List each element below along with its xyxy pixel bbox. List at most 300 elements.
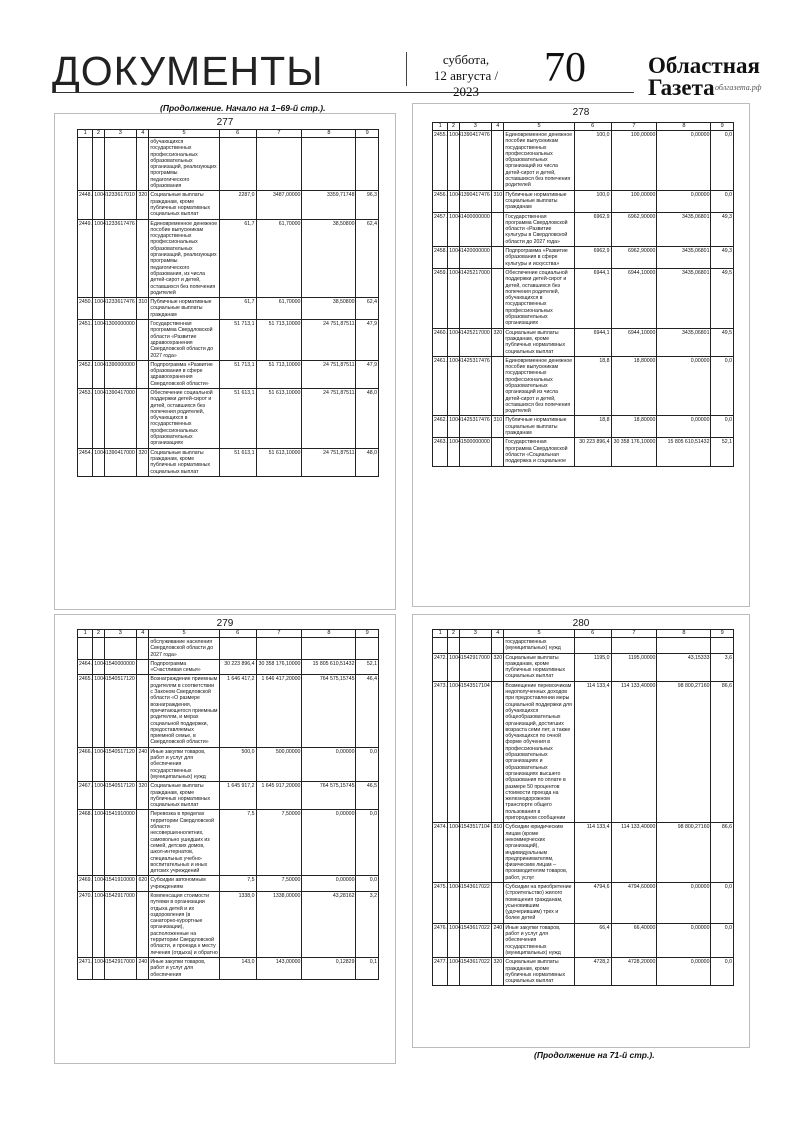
table-cell — [492, 247, 504, 269]
issue-day: суббота, — [442, 52, 490, 67]
table-cell: 1541910000 — [104, 876, 137, 892]
column-header: 3 — [104, 130, 137, 138]
column-header: 4 — [137, 630, 149, 638]
table-cell: Социальные выплаты гражданам, кроме публичных нормативных социальных выплат — [504, 653, 574, 681]
table-cell: 6944,10000 — [611, 328, 657, 356]
table-cell: 1233617476 — [104, 219, 137, 298]
column-header: 3 — [104, 630, 137, 638]
table-cell: 1543517104 — [459, 823, 492, 883]
table-cell: 240 — [137, 957, 149, 979]
document-panel-279 — [54, 614, 396, 1064]
table-row — [78, 957, 379, 979]
table-cell: 47,9 — [356, 320, 379, 361]
table-cell: 6944,10000 — [611, 268, 657, 328]
table-cell: 3,6 — [711, 653, 734, 681]
table-cell: 3435,06801 — [657, 268, 711, 328]
table-cell: 1500000000 — [459, 438, 492, 466]
table-cell: 4794,6 — [574, 882, 611, 923]
table-cell — [104, 638, 137, 660]
table-row — [78, 747, 379, 781]
table-row — [433, 653, 734, 681]
column-header: 8 — [657, 123, 711, 131]
table-cell: 1004 — [93, 659, 104, 675]
table-cell: 1004 — [448, 190, 459, 212]
table-cell: 24 751,87511 — [302, 448, 356, 476]
column-header: 5 — [149, 130, 219, 138]
table-cell — [657, 638, 711, 654]
table-row — [78, 810, 379, 876]
table-cell: 1542917000 — [104, 891, 137, 957]
table-cell: 86,6 — [711, 823, 734, 883]
table-cell: 24 751,87511 — [302, 360, 356, 388]
section-title: ДОКУМЕНТЫ — [52, 48, 324, 94]
table-cell — [302, 138, 356, 191]
table-header-row — [78, 630, 379, 638]
table-cell: 2462. — [433, 416, 448, 438]
table-cell: 1 646 417,2 — [219, 675, 256, 747]
table-row — [78, 219, 379, 298]
table-cell: Субсидии юридическим лицам (кроме некоммерческих организаций), индивидуальным предпринимателям, физическим лицам – производителям товаров, работ, услуг — [504, 823, 574, 883]
column-header: 1 — [433, 630, 448, 638]
table-cell: 114 133,4 — [574, 681, 611, 823]
table-cell: 1400000000 — [459, 212, 492, 246]
table-cell: 1543617022 — [459, 923, 492, 957]
table-cell: Социальные выплаты гражданам, кроме публичных нормативных социальных выплат — [149, 191, 219, 219]
table-cell: 1004 — [93, 891, 104, 957]
column-header: 7 — [611, 630, 657, 638]
table-cell: 1004 — [448, 923, 459, 957]
table-cell: 2474. — [433, 823, 448, 883]
table-cell: 0,0 — [711, 923, 734, 957]
table-cell: 18,8 — [574, 416, 611, 438]
issue-date — [420, 52, 512, 100]
table-cell: Обеспечение социальной поддержки детей-сирот и детей, оставшихся без попечения родителей, обучающихся в государственных профессиональных образовательных организациях — [504, 268, 574, 328]
table-row — [78, 675, 379, 747]
table-cell: 1004 — [448, 681, 459, 823]
table-row — [433, 247, 734, 269]
table-cell: 51 613,1 — [219, 448, 256, 476]
table-cell: 3435,06801 — [657, 247, 711, 269]
table-cell: 1543517104 — [459, 681, 492, 823]
table-cell: Единовременное денежное пособие выпускникам государственных профессиональных образовательных организаций, реализующих программы педагогического образования, из числа детей-сирот и детей, оставшихся без попечения родителей — [149, 219, 219, 298]
table-cell: 7,5 — [219, 810, 256, 876]
table-cell: 3435,06801 — [657, 212, 711, 246]
document-panel-277 — [54, 113, 396, 610]
table-cell: 0,0 — [711, 131, 734, 191]
table-row — [433, 131, 734, 191]
table-cell — [219, 638, 256, 660]
table-cell: 310 — [492, 190, 504, 212]
table-cell: 2476. — [433, 923, 448, 957]
table-cell: 1543617022 — [459, 958, 492, 986]
table-cell: 51 713,1 — [219, 360, 256, 388]
table-cell: 1540517120 — [104, 747, 137, 781]
table-cell — [492, 356, 504, 416]
table-cell — [492, 212, 504, 246]
table-cell: 114 133,40000 — [611, 823, 657, 883]
column-header: 3 — [459, 123, 492, 131]
table-cell: 1004 — [93, 320, 104, 361]
table-cell: Публичные нормативные социальные выплаты гражданам — [504, 416, 574, 438]
table-cell: Социальные выплаты гражданам, кроме публичных нормативных социальных выплат — [149, 448, 219, 476]
table-cell: 810 — [492, 823, 504, 883]
table-cell: 2467. — [78, 782, 93, 810]
table-cell: 0,0 — [711, 356, 734, 416]
table-row — [433, 328, 734, 356]
table-cell: 1195,0 — [574, 653, 611, 681]
table-cell: 2454. — [78, 448, 93, 476]
table-cell: 0,00000 — [657, 923, 711, 957]
table-cell: 1004 — [448, 328, 459, 356]
table-cell: 2473. — [433, 681, 448, 823]
table-cell: 61,70000 — [256, 298, 302, 320]
table-cell: 2456. — [433, 190, 448, 212]
table-cell: 1 645 917,2 — [219, 782, 256, 810]
table-cell: 18,80000 — [611, 416, 657, 438]
table-cell — [219, 138, 256, 191]
table-cell: 1543617022 — [459, 882, 492, 923]
continuation-note-bottom: (Продолжение на 71-й стр.). — [534, 1050, 655, 1060]
table-cell: 0,00000 — [657, 190, 711, 212]
table-cell — [78, 638, 93, 660]
table-cell: 52,1 — [356, 659, 379, 675]
table-cell — [574, 638, 611, 654]
table-cell: 143,0 — [219, 957, 256, 979]
table-cell: 1233617476 — [104, 298, 137, 320]
table-cell: 49,5 — [711, 328, 734, 356]
table-row — [433, 190, 734, 212]
panel-page-number: 280 — [572, 618, 590, 629]
table-cell: 2465. — [78, 675, 93, 747]
table-row — [433, 356, 734, 416]
table-cell: 66,4 — [574, 923, 611, 957]
table-cell: Государственная программа Свердловской области «Социальная поддержка и социальное — [504, 438, 574, 466]
table-cell: Подпрограмма «Развитие образования в сфере культуры и искусства» — [504, 247, 574, 269]
table-cell: обучающихся государственных профессиональных образовательных организаций, реализующих программы педагогического образования — [149, 138, 219, 191]
table-row — [78, 782, 379, 810]
table-cell: 1004 — [93, 747, 104, 781]
table-cell: 1233617010 — [104, 191, 137, 219]
table-cell: 6962,9 — [574, 247, 611, 269]
table-cell: 1004 — [93, 219, 104, 298]
table-cell: 2468. — [78, 810, 93, 876]
table-cell: 2453. — [78, 388, 93, 448]
table-cell: 86,6 — [711, 681, 734, 823]
page-number: 70 — [544, 45, 586, 91]
column-header: 6 — [574, 630, 611, 638]
brand-line-2: Газета — [648, 75, 715, 100]
table-row — [433, 268, 734, 328]
table-cell — [459, 638, 492, 654]
column-header: 7 — [611, 123, 657, 131]
table-cell: 49,3 — [711, 247, 734, 269]
table-cell: 1300000000 — [104, 320, 137, 361]
table-cell: 46,4 — [356, 675, 379, 747]
table-cell — [711, 638, 734, 654]
table-cell — [492, 131, 504, 191]
table-cell: 1004 — [93, 810, 104, 876]
table-cell — [256, 638, 302, 660]
table-row — [78, 876, 379, 892]
table-cell: 310 — [492, 416, 504, 438]
column-header: 8 — [302, 130, 356, 138]
column-header: 7 — [256, 130, 302, 138]
column-header: 9 — [356, 130, 379, 138]
table-header-row — [433, 123, 734, 131]
table-cell: 143,00000 — [256, 957, 302, 979]
table-cell — [137, 675, 149, 747]
table-cell: Социальные выплаты гражданам, кроме публичных нормативных социальных выплат — [149, 782, 219, 810]
table-cell: 320 — [492, 653, 504, 681]
table-cell: 0,0 — [711, 190, 734, 212]
table-row — [433, 958, 734, 986]
table-cell: 1004 — [448, 823, 459, 883]
table-cell: 61,7 — [219, 219, 256, 298]
table-cell: Государственная программа Свердловской области «Развитие культуры в Свердловской области до 2027 года» — [504, 212, 574, 246]
table-row — [433, 681, 734, 823]
table-row — [433, 923, 734, 957]
table-cell: 2470. — [78, 891, 93, 957]
table-cell: 1542917000 — [459, 653, 492, 681]
table-cell: Социальные выплаты гражданам, кроме публичных нормативных социальных выплат — [504, 328, 574, 356]
budget-table — [77, 129, 379, 477]
table-cell: 2455. — [433, 131, 448, 191]
column-header: 2 — [93, 130, 104, 138]
table-cell: 1004 — [448, 247, 459, 269]
table-cell: 2475. — [433, 882, 448, 923]
table-cell: 1004 — [93, 191, 104, 219]
column-header: 6 — [574, 123, 611, 131]
table-cell: 1338,00000 — [256, 891, 302, 957]
table-cell: Иные закупки товаров, работ и услуг для обеспечения — [149, 957, 219, 979]
brand-url: облгазета.рф — [715, 83, 762, 92]
table-cell: 1004 — [93, 388, 104, 448]
table-cell: Публичные нормативные социальные выплаты гражданам — [149, 298, 219, 320]
table-cell: 0,1 — [356, 957, 379, 979]
table-cell: 1425217000 — [459, 328, 492, 356]
table-cell: 4728,20000 — [611, 958, 657, 986]
table-cell: 1390417476 — [459, 190, 492, 212]
table-cell: 1338,0 — [219, 891, 256, 957]
continuation-note-top: (Продолжение. Начало на 1–69-й стр.). — [160, 103, 326, 113]
table-cell — [137, 320, 149, 361]
table-cell — [137, 360, 149, 388]
table-row — [433, 416, 734, 438]
column-header: 9 — [711, 630, 734, 638]
header-rule — [52, 92, 634, 93]
table-cell: 7,50000 — [256, 876, 302, 892]
column-header: 6 — [219, 630, 256, 638]
table-cell: 30 358 176,10000 — [611, 438, 657, 466]
table-cell: 7,5 — [219, 876, 256, 892]
table-cell: 2460. — [433, 328, 448, 356]
table-cell: Единовременное денежное пособие выпускникам государственных профессиональных образовательных организаций из числа детей-сирот и детей, оставшихся без попечения родителей — [504, 131, 574, 191]
table-cell — [104, 138, 137, 191]
table-row — [78, 360, 379, 388]
table-cell: 100,0 — [574, 190, 611, 212]
table-cell: 1004 — [93, 298, 104, 320]
table-cell: 1 646 417,20000 — [256, 675, 302, 747]
table-cell: 1004 — [93, 675, 104, 747]
table-cell: Иные закупки товаров, работ и услуг для обеспечения государственных (муниципальных) нужд — [504, 923, 574, 957]
column-header: 8 — [657, 630, 711, 638]
table-cell — [356, 138, 379, 191]
table-cell: 43,28162 — [302, 891, 356, 957]
table-cell: 2451. — [78, 320, 93, 361]
table-cell: 320 — [137, 782, 149, 810]
table-cell: 764 575,15745 — [302, 675, 356, 747]
table-cell: 0,00000 — [302, 747, 356, 781]
table-cell: 2452. — [78, 360, 93, 388]
table-cell: 1004 — [93, 782, 104, 810]
table-cell: 15 805 610,51432 — [302, 659, 356, 675]
table-cell: Субсидии на приобретение (строительство) жилого помещения гражданам, усыновившим (удочерившим) трех и более детей — [504, 882, 574, 923]
table-cell: Вознаграждение приемным родителям в соответствии с Законом Свердловской области «О размере вознаграждения, причитающегося приемным родителям, и мерах социальной поддержки, предоставляемых приемной семье, в Свердловской области» — [150, 676, 218, 746]
table-cell: 0,00000 — [657, 882, 711, 923]
table-cell: 1390417000 — [104, 388, 137, 448]
table-cell: 98 800,27160 — [657, 823, 711, 883]
table-row — [78, 191, 379, 219]
table-cell: 2448. — [78, 191, 93, 219]
table-cell: 51 713,1 — [219, 320, 256, 361]
table-cell: Субсидии автономным учреждениям — [149, 876, 219, 892]
panel-page-number: 277 — [216, 117, 234, 128]
table-cell: 3487,00000 — [256, 191, 302, 219]
table-row — [78, 298, 379, 320]
table-row — [78, 448, 379, 476]
column-header: 2 — [448, 630, 459, 638]
table-cell: 0,00000 — [302, 876, 356, 892]
table-cell: 1425217000 — [459, 268, 492, 328]
table-cell: 6962,90000 — [611, 247, 657, 269]
table-cell: 3359,71748 — [302, 191, 356, 219]
table-cell: 18,80000 — [611, 356, 657, 416]
column-header: 8 — [302, 630, 356, 638]
table-cell: 6944,1 — [574, 268, 611, 328]
table-cell: 1 645 917,20000 — [256, 782, 302, 810]
table-cell: 62,4 — [356, 219, 379, 298]
table-cell: 51 713,10000 — [256, 320, 302, 361]
table-cell: 61,7 — [219, 298, 256, 320]
column-header: 1 — [433, 123, 448, 131]
table-cell: Единовременное денежное пособие выпускникам государственных профессиональных образовательных организаций из числа детей-сирот и детей, оставшихся без попечения родителей — [504, 356, 574, 416]
table-cell: обслуживание населения Свердловской области до 2027 года» — [149, 638, 219, 660]
table-cell: 3435,06801 — [657, 328, 711, 356]
column-header: 7 — [256, 630, 302, 638]
table-cell: 1004 — [93, 876, 104, 892]
table-cell: 0,0 — [711, 958, 734, 986]
budget-table — [432, 122, 734, 467]
column-header: 2 — [93, 630, 104, 638]
table-cell: 1004 — [448, 416, 459, 438]
table-row — [78, 891, 379, 957]
table-cell: 24 751,87511 — [302, 388, 356, 448]
table-cell: 96,3 — [356, 191, 379, 219]
table-cell: 49,5 — [711, 268, 734, 328]
column-header: 9 — [711, 123, 734, 131]
table-cell: 52,1 — [711, 438, 734, 466]
table-cell: 0,12829 — [302, 957, 356, 979]
brand-line-1: Областная — [648, 53, 760, 78]
document-panel-278 — [412, 103, 750, 607]
table-cell: 1195,00000 — [611, 653, 657, 681]
table-cell: Обеспечение социальной поддержки детей-сирот и детей, оставшихся без попечения родителей, обучающихся в государственных профессиональных образовательных организациях — [149, 388, 219, 448]
table-cell: Публичные нормативные социальные выплаты гражданам — [504, 190, 574, 212]
table-cell: 1542917000 — [104, 957, 137, 979]
table-cell — [137, 638, 149, 660]
table-cell: 1390417000 — [104, 448, 137, 476]
table-cell: 320 — [137, 448, 149, 476]
table-cell: 0,00000 — [657, 131, 711, 191]
table-row — [78, 638, 379, 660]
table-cell: 51 713,10000 — [256, 360, 302, 388]
table-cell: 2466. — [78, 747, 93, 781]
table-cell: 1004 — [93, 448, 104, 476]
table-cell: 114 133,40000 — [611, 681, 657, 823]
table-cell: 0,00000 — [657, 958, 711, 986]
table-cell: Социальные выплаты гражданам, кроме публичных нормативных социальных выплат — [504, 958, 574, 986]
table-cell: 1004 — [448, 131, 459, 191]
table-cell: 38,50800 — [302, 219, 356, 298]
table-cell: 1540517120 — [104, 675, 137, 747]
table-row — [433, 212, 734, 246]
table-cell: 2469. — [78, 876, 93, 892]
table-cell: 2458. — [433, 247, 448, 269]
column-header: 3 — [459, 630, 492, 638]
table-cell — [492, 268, 504, 328]
header-separator — [406, 52, 407, 86]
table-cell: 30 223 896,4 — [219, 659, 256, 675]
panel-page-number: 278 — [572, 107, 590, 118]
table-row — [433, 882, 734, 923]
table-cell: 48,0 — [356, 448, 379, 476]
table-cell — [302, 638, 356, 660]
table-cell: 0,0 — [356, 747, 379, 781]
table-cell — [256, 138, 302, 191]
table-cell: 4728,2 — [574, 958, 611, 986]
table-cell — [137, 810, 149, 876]
table-cell: 1420000000 — [459, 247, 492, 269]
table-cell: Подпрограмма «Счастливая семья» — [149, 659, 219, 675]
table-cell: 0,00000 — [302, 810, 356, 876]
column-header: 4 — [492, 630, 504, 638]
table-cell — [356, 638, 379, 660]
table-cell: 7,50000 — [256, 810, 302, 876]
table-cell: 18,8 — [574, 356, 611, 416]
table-cell: 0,0 — [356, 876, 379, 892]
table-cell: 4794,60000 — [611, 882, 657, 923]
table-cell: 100,00000 — [611, 131, 657, 191]
table-cell: 1004 — [448, 356, 459, 416]
table-cell: 500,0 — [219, 747, 256, 781]
table-cell: 51 613,10000 — [256, 448, 302, 476]
table-cell — [93, 638, 104, 660]
table-cell: 1004 — [448, 212, 459, 246]
table-row — [78, 388, 379, 448]
column-header: 4 — [492, 123, 504, 131]
document-panel-280 — [412, 614, 750, 1048]
table-cell: 764 575,15745 — [302, 782, 356, 810]
table-cell — [137, 891, 149, 957]
table-cell: 1425317476 — [459, 416, 492, 438]
column-header: 2 — [448, 123, 459, 131]
issue-date-text: 12 августа / 2023 — [433, 68, 499, 99]
table-cell: Перевозка в пределах территории Свердловской области несовершеннолетних, самовольно ушедших из семей, детских домов, школ-интернатов, специальных учебно-воспитательных и иных детских учреждений — [149, 810, 219, 876]
table-cell: 2449. — [78, 219, 93, 298]
table-cell: 1540000000 — [104, 659, 137, 675]
table-cell: 43,15333 — [657, 653, 711, 681]
column-header: 5 — [504, 630, 574, 638]
